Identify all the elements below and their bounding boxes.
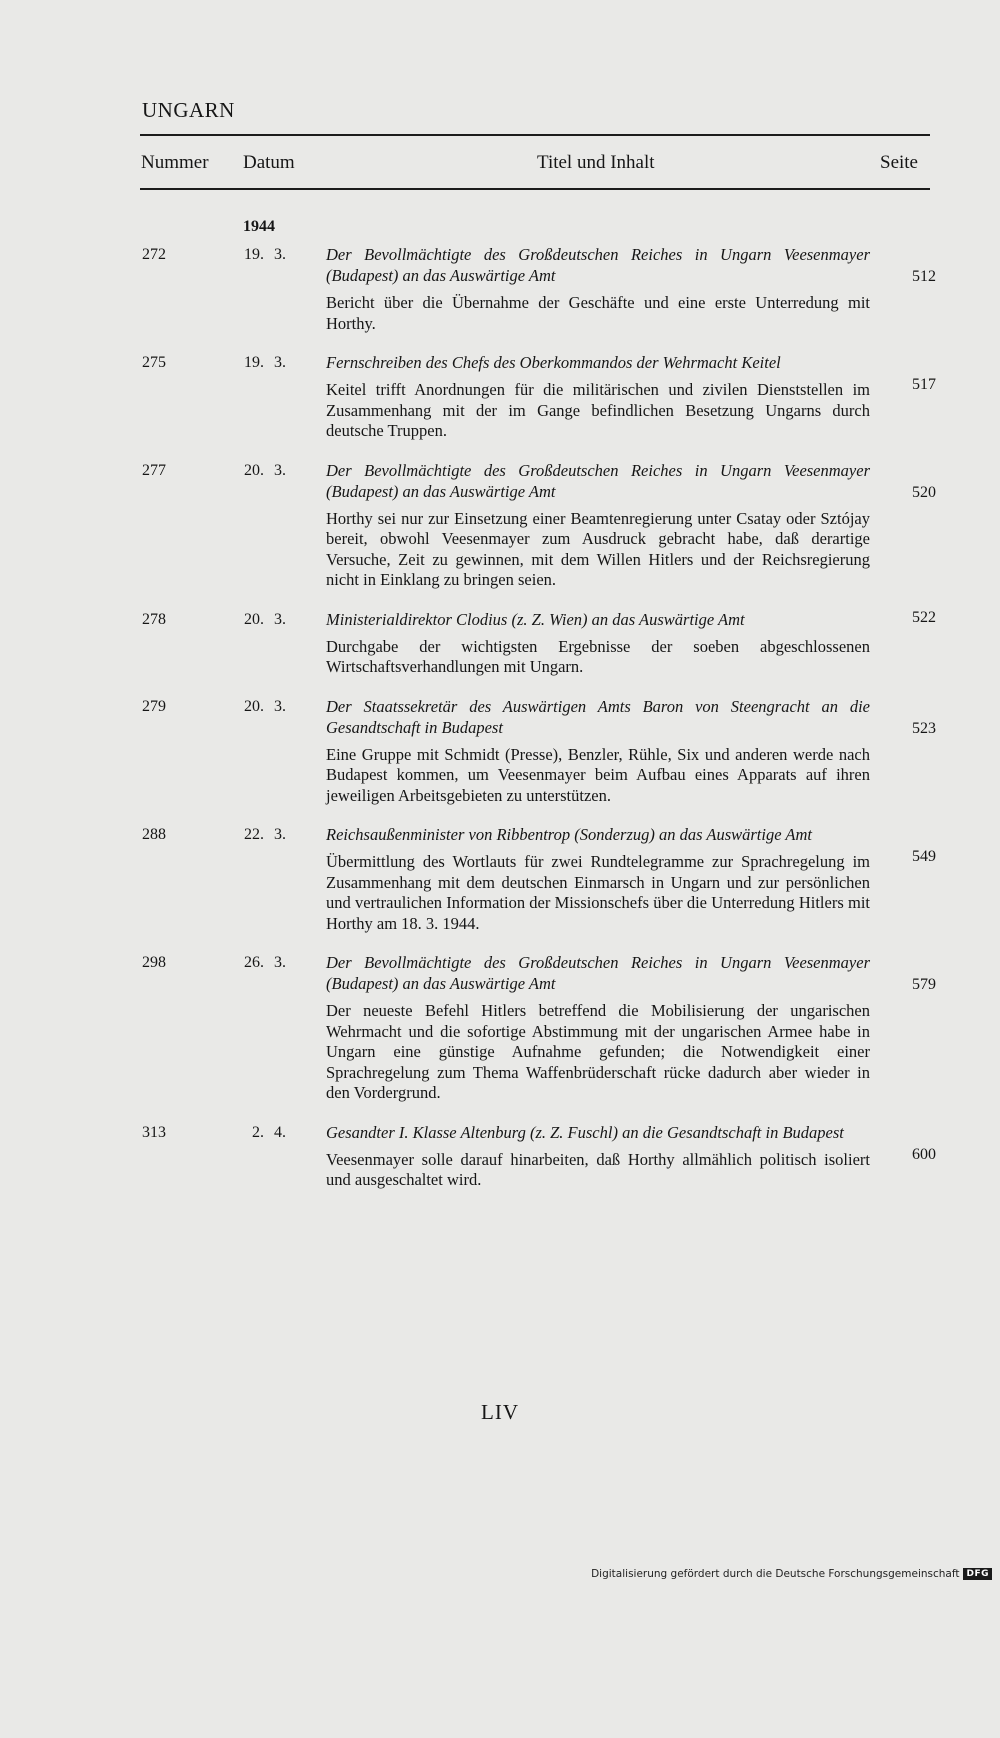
entry-date: 26. 3. — [244, 954, 286, 971]
entry-heading: Der Staatssekretär des Auswärtigen Amts Baron von Steengracht an die Gesandtschaft in Budapest — [326, 696, 870, 737]
column-header-date: Datum — [243, 152, 295, 173]
dfg-logo-icon: DFG — [963, 1568, 992, 1580]
digitization-footer — [591, 1568, 992, 1580]
entry-date: 20. 3. — [244, 610, 286, 628]
entry-summary: Übermittlung des Wortlauts für zwei Rundtelegramme zur Sprachregelung im Zusammenhang mit dem deutschen Einmarsch in Ungarn und zur persönlichen und vertraulichen Information der Missionschefs über die Unterredung Hitlers mit Horthy am 18. 3. 1944. — [326, 852, 870, 933]
entry-summary: Veesenmayer solle darauf hinarbeiten, daß Horthy allmählich politisch isoliert und ausgeschaltet wird. — [326, 1149, 870, 1189]
entry-313 — [0, 1122, 1000, 1191]
entry-heading: Der Bevollmächtigte des Großdeutschen Reiches in Ungarn Veesenmayer (Budapest) an das Auswärtige Amt — [326, 460, 870, 501]
header-rule-top — [140, 134, 930, 136]
entry-date: 20. 3. — [244, 461, 286, 479]
header-rule-bottom — [140, 188, 930, 190]
entry-279 — [0, 696, 1000, 807]
entry-summary: Eine Gruppe mit Schmidt (Presse), Benzler, Rühle, Six und anderen werde nach Budapest kommen, um Veesenmayer beim Aufbau eines Apparats auf ihren jeweiligen Arbeitsgebieten zu unterstützen. — [326, 744, 870, 805]
entry-number: 277 — [142, 461, 166, 479]
entry-288 — [0, 824, 1000, 934]
entry-number: 298 — [142, 954, 166, 971]
entry-heading: Ministerialdirektor Clodius (z. Z. Wien) an das Auswärtige Amt — [326, 609, 745, 629]
entry-page: 579 — [912, 976, 936, 993]
entry-277 — [0, 460, 1000, 591]
entry-page: 512 — [912, 268, 936, 285]
year-label: 1944 — [243, 218, 275, 235]
entry-date: 19. 3. — [244, 354, 286, 371]
section-title: UNGARN — [142, 98, 235, 122]
entry-page: 522 — [912, 608, 936, 626]
entry-heading: Reichsaußenminister von Ribbentrop (Sonderzug) an das Auswärtige Amt — [326, 825, 812, 844]
page-folio: LIV — [481, 1400, 519, 1424]
entry-page: 523 — [912, 719, 936, 737]
entry-heading: Der Bevollmächtigte des Großdeutschen Reiches in Ungarn Veesenmayer (Budapest) an das Auswärtige Amt — [326, 953, 870, 993]
entry-number: 272 — [142, 246, 166, 263]
entry-heading: Der Bevollmächtigte des Großdeutschen Reiches in Ungarn Veesenmayer (Budapest) an das Auswärtige Amt — [326, 245, 870, 285]
entry-date: 2. 4. — [252, 1123, 286, 1141]
entry-heading: Fernschreiben des Chefs des Oberkommandos der Wehrmacht Keitel — [326, 353, 781, 372]
entry-page: 600 — [912, 1145, 936, 1163]
entry-summary: Bericht über die Übernahme der Geschäfte und eine erste Unterredung mit Horthy. — [326, 293, 870, 333]
column-header-number: Nummer — [141, 152, 209, 173]
entry-278 — [0, 609, 1000, 678]
entry-summary: Keitel trifft Anordnungen für die militärischen und zivilen Dienststellen im Zusammenhang mit der im Gange befindlichen Besetzung Ungarns durch deutsche Truppen. — [326, 380, 870, 440]
entry-date: 22. 3. — [244, 826, 286, 843]
entry-list — [0, 244, 1000, 1209]
entry-summary: Durchgabe der wichtigsten Ergebnisse der soeben abgeschlossenen Wirtschaftsverhandlungen mit Ungarn. — [326, 636, 870, 676]
entry-298 — [0, 952, 1000, 1104]
entry-number: 313 — [142, 1123, 166, 1141]
entry-number: 278 — [142, 610, 166, 628]
column-header-page: Seite — [880, 152, 918, 173]
entry-275 — [0, 352, 1000, 442]
entry-number: 279 — [142, 697, 166, 715]
column-header-title: Titel und Inhalt — [537, 152, 655, 173]
entry-summary: Der neueste Befehl Hitlers betreffend die Mobilisierung der ungarischen Wehrmacht und die sofortige Abstimmung mit der ungarischen Armee habe in Ungarn eine günstige Aufnahme gefunden; die Notwendigkeit einer Sprachregelung zum Thema Waffenbrüderschaft rücke dadurch aber wieder in den Vordergrund. — [326, 1001, 870, 1102]
entry-date: 19. 3. — [244, 246, 286, 263]
entry-272 — [0, 244, 1000, 334]
entry-date: 20. 3. — [244, 697, 286, 715]
footer-text: Digitalisierung gefördert durch die Deutsche Forschungsgemeinschaft — [591, 1568, 960, 1580]
entry-summary: Horthy sei nur zur Einsetzung einer Beamtenregierung unter Csatay oder Sztójay bereit, obwohl Veesenmayer zum Ausdruck gebracht habe, daß derartige Versuche, Zeit zu gewinnen, mit dem Willen Hitlers und der Reichsregierung nicht in Einklang zu bringen seien. — [326, 508, 870, 589]
entry-number: 288 — [142, 826, 166, 843]
entry-page: 549 — [912, 848, 936, 865]
entry-page: 520 — [912, 483, 936, 501]
entry-heading: Gesandter I. Klasse Altenburg (z. Z. Fuschl) an die Gesandtschaft in Budapest — [326, 1122, 844, 1142]
entry-page: 517 — [912, 376, 936, 393]
entry-number: 275 — [142, 354, 166, 371]
